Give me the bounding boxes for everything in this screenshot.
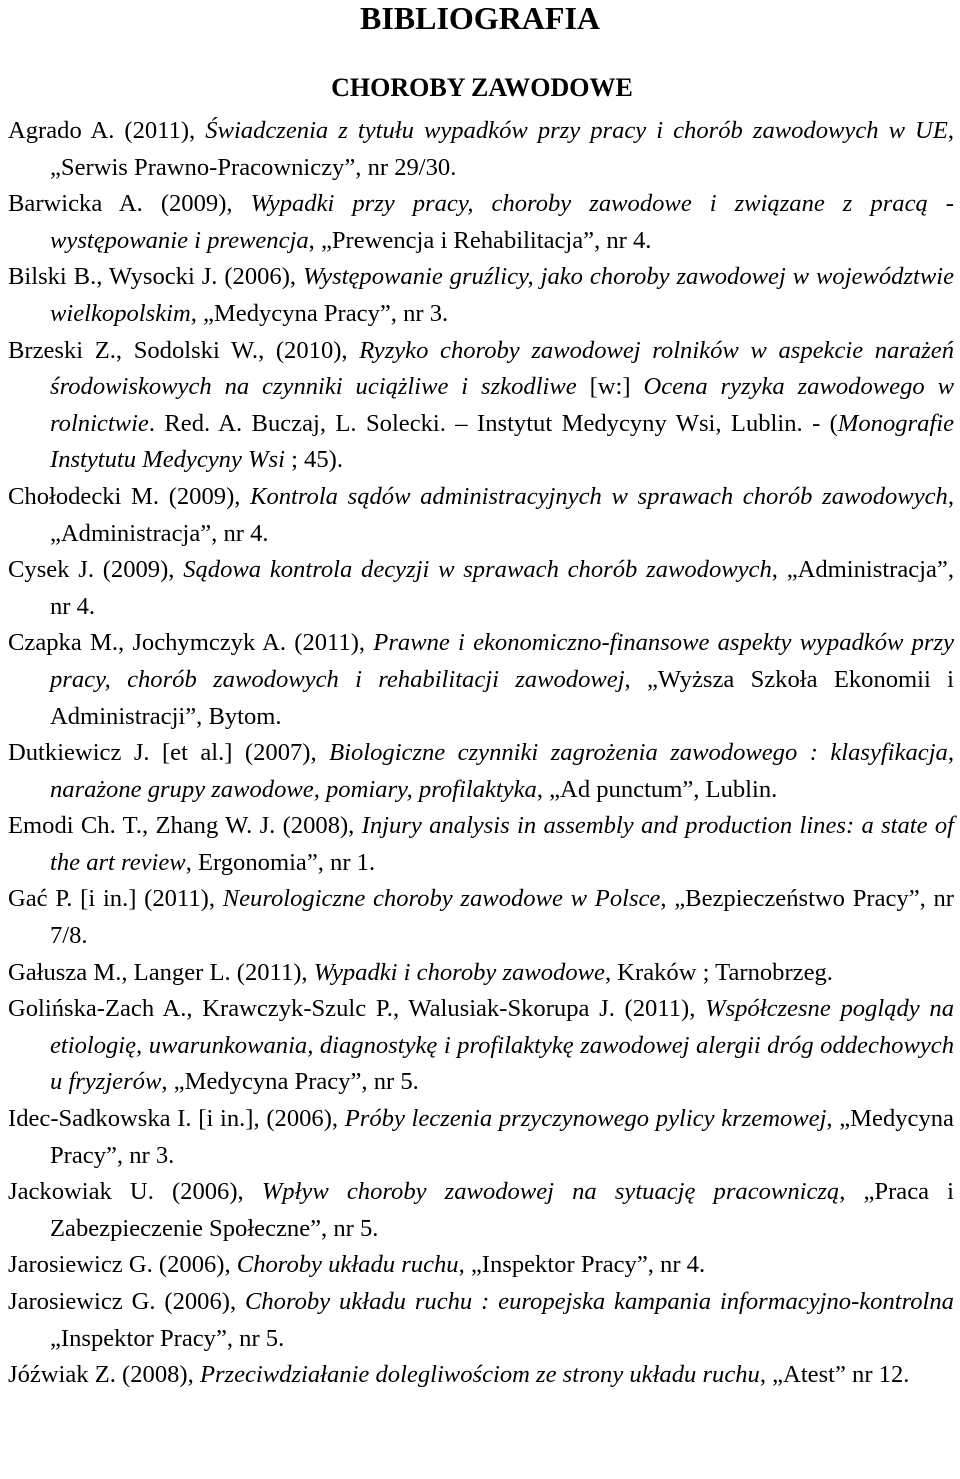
entry-authors: Agrado A. (2011), (8, 117, 206, 144)
entry-title: Świadczenia z tytułu wypadków przy pracy i chorób zawodowych w UE (205, 117, 948, 144)
entry-authors: Jóźwiak Z. (2008), (8, 1361, 200, 1389)
entry-source: , „Medycyna Pracy”, nr 3. (50, 1105, 954, 1169)
entry-title: Wypadki przy pracy, choroby zawodowe i związane z pracą - występowanie i prewencja (50, 190, 954, 254)
entry-authors: Idec-Sadkowska I. [i in.], (2006), (8, 1105, 345, 1133)
bibliography-entry (8, 955, 954, 992)
entry-title: Wypadki i choroby zawodowe (313, 958, 605, 986)
bibliography-entry (8, 1101, 954, 1174)
entry-source: , „Wyższa Szkoła Ekonomii i Administracji”, Bytom. (50, 665, 954, 730)
bibliography-entry (8, 1247, 954, 1284)
entry-authors: Emodi Ch. T., Zhang W. J. (2008), (8, 812, 362, 840)
entry-authors: Czapka M., Jochymczyk A. (2011), (8, 629, 374, 657)
bibliography-entry (8, 259, 954, 332)
entry-title: Choroby układu ruchu : europejska kampania informacyjno-kontrolna (244, 1288, 954, 1315)
bibliography-entry (8, 735, 954, 808)
section-heading: CHOROBY ZAWODOWE (331, 73, 633, 102)
entry-title: Wpływ choroby zawodowej na sytuację pracowniczą (261, 1178, 840, 1206)
entry-title: Próby leczenia przyczynowego pylicy krzemowej (344, 1105, 827, 1133)
bibliography-entry (8, 808, 954, 881)
entry-title: Prawne i ekonomiczno-finansowe aspekty wypadków przy pracy, chorób zawodowych i rehabilitacji zawodowej (50, 629, 954, 693)
entry-source: , „Praca i Zabezpieczenie Społeczne”, nr 5. (50, 1178, 954, 1242)
entry-source: [w:] (576, 373, 644, 401)
entry-source: , „Administracja”, nr 4. (50, 482, 954, 547)
entry-title: Choroby układu ruchu (236, 1251, 459, 1279)
entry-source: , „Prewencja i Rehabilitacja”, nr 4. (308, 226, 652, 254)
entry-series: Monografie Instytutu Medycyny Wsi (50, 409, 954, 474)
entry-authors: Jarosiewicz G. (2006), (8, 1288, 245, 1315)
entry-title: Współczesne poglądy na etiologię, uwarunkowania, diagnostykę i profilaktykę zawodowej alergii dróg oddechowych u fryzjerów (50, 995, 954, 1096)
bibliography-entry (8, 1284, 954, 1357)
entry-source: , „Serwis Prawno-Pracowniczy”, nr 29/30. (50, 117, 955, 181)
entry-source: , „Inspektor Pracy”, nr 4. (458, 1251, 706, 1279)
entry-source: , „Medycyna Pracy”, nr 3. (190, 299, 449, 327)
entry-authors: Chołodecki M. (2009), (8, 482, 251, 510)
bibliography-entry (8, 113, 954, 186)
entry-editors: . Red. A. Buczaj, L. Solecki. – Instytut Medycyny Wsi, Lublin. - ( (148, 409, 838, 437)
entry-source: , „Atest” nr 12. (759, 1361, 910, 1389)
entry-title: Neurologiczne choroby zawodowe w Polsce (222, 885, 661, 913)
entry-authors: Bilski B., Wysocki J. (2006), (8, 263, 303, 291)
entry-title: Biologiczne czynniki zagrożenia zawodowego : klasyfikacja, narażone grupy zawodowe, pomiary, profilaktyka (50, 739, 954, 803)
entry-authors: Golińska-Zach A., Krawczyk-Szulc P., Walusiak-Skorupa J. (2011), (8, 995, 706, 1023)
entry-authors: Gałusza M., Langer L. (2011), (8, 958, 314, 986)
bibliography-entry (8, 881, 954, 954)
entry-authors: Barwicka A. (2009), (8, 190, 251, 218)
bibliography-entry (8, 552, 954, 625)
entry-title: Kontrola sądów administracyjnych w sprawach chorób zawodowych (250, 482, 948, 510)
bibliography-entry (8, 1357, 954, 1394)
page-title: BIBLIOGRAFIA (359, 0, 601, 36)
entry-title: Występowanie gruźlicy, jako choroby zawodowej w województwie wielkopolskim (50, 263, 954, 327)
entry-title: Injury analysis in assembly and production lines: a state of the art review (50, 812, 954, 876)
entry-source: , Kraków ; Tarnobrzeg. (604, 958, 833, 986)
entry-source: , „Ad punctum”, Lublin. (536, 775, 778, 803)
entry-title: Przeciwdziałanie dolegliwościom ze strony układu ruchu (199, 1361, 760, 1389)
bibliography-entry (8, 333, 954, 479)
entry-source: , „Administracja”, nr 4. (50, 556, 954, 620)
bibliography-entry (8, 479, 954, 552)
entry-title: Sądowa kontrola decyzji w sprawach chorób zawodowych (183, 556, 772, 584)
bibliography-entry (8, 625, 954, 735)
entry-source: , „Bezpieczeństwo Pracy”, nr 7/8. (50, 885, 954, 950)
bibliography-entry (8, 991, 954, 1101)
entry-source: „Inspektor Pracy”, nr 5. (50, 1324, 285, 1352)
entry-authors: Gać P. [i in.] (2011), (8, 885, 223, 913)
entry-authors: Brzeski Z., Sodolski W., (2010), (8, 336, 360, 364)
entry-authors: Dutkiewicz J. [et al.] (2007), (8, 739, 330, 767)
entry-source: , Ergonomia”, nr 1. (185, 848, 376, 876)
entry-title: Ryzyko choroby zawodowej rolników w aspekcie narażeń środowiskowych na czynniki uciążliwe i szkodliwe (50, 336, 954, 401)
entry-authors: Jarosiewicz G. (2006), (8, 1251, 237, 1279)
bibliography-entry (8, 186, 954, 259)
entry-authors: Jackowiak U. (2006), (8, 1178, 262, 1206)
bibliography-entry (8, 1174, 954, 1247)
entry-series-number: ; 45). (284, 446, 343, 474)
bibliography-list (8, 113, 954, 1394)
entry-authors: Cysek J. (2009), (8, 556, 184, 584)
entry-source: , „Medycyna Pracy”, nr 5. (161, 1068, 419, 1096)
entry-book-title: Ocena ryzyka zawodowego w rolnictwie (50, 373, 954, 437)
